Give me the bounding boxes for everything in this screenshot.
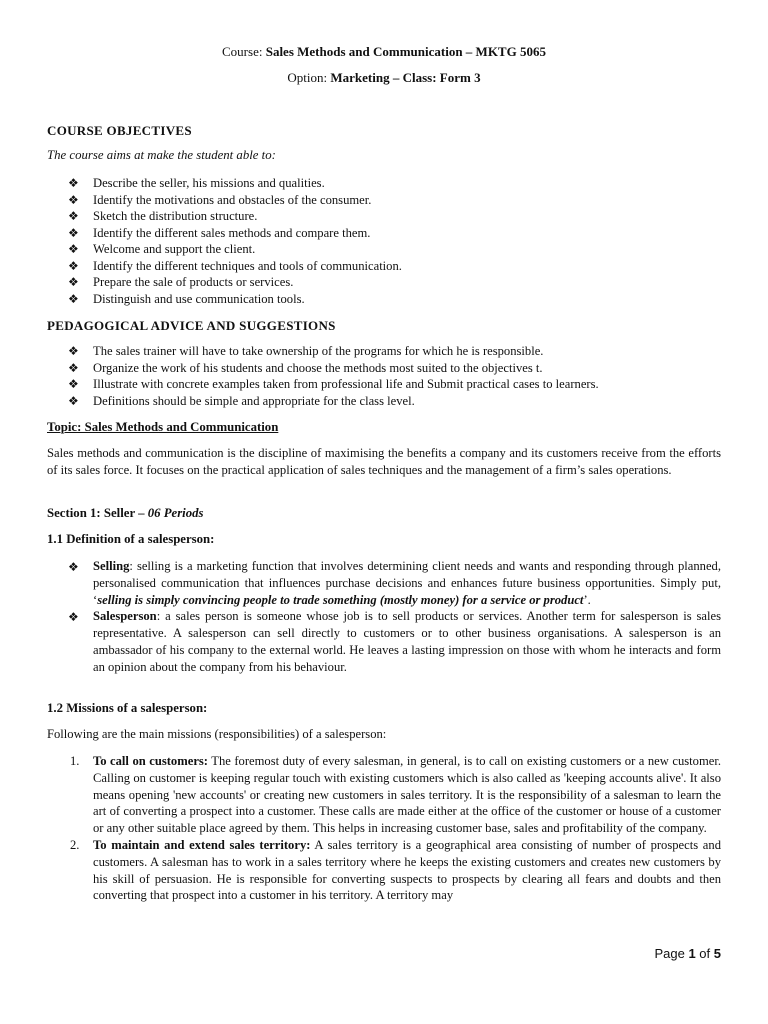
option-title: Marketing – Class: Form 3 [330, 70, 481, 85]
list-item: ❖ Definitions should be simple and appropriate for the class level. [68, 393, 415, 408]
diamond-bullet-icon: ❖ [68, 344, 79, 358]
page-footer: Page 1 of 5 [654, 946, 721, 961]
diamond-bullet-icon: ❖ [68, 393, 79, 408]
diamond-bullet-icon: ❖ [68, 258, 79, 273]
advice-heading: PEDAGOGICAL ADVICE AND SUGGESTIONS [47, 318, 336, 333]
diamond-bullet-icon: ❖ [68, 242, 79, 256]
objectives-intro: The course aims at make the student able to: [47, 148, 276, 162]
list-item: ❖ Identify the different techniques and tools of communication. [68, 258, 402, 273]
objectives-list [68, 175, 402, 307]
diamond-bullet-icon: ❖ [68, 610, 79, 625]
definition-list [68, 558, 721, 676]
missions-list [68, 753, 721, 904]
list-item: ❖ Organize the work of his students and choose the methods most suited to the objectives t. [68, 360, 543, 375]
list-item: ❖ Salesperson: a sales person is someone whose job is to sell products or services. Another term for salesperson is sales representative. A salesperson can sell directly to customers or to other business organisations. A salesperson is an ambassador of his company to the external world. He leaves a lasting impression on those with whom he interacts and form an opinion about the company from his behaviour. [68, 609, 721, 674]
diamond-bullet-icon: ❖ [68, 291, 79, 306]
option-line: Option: Marketing – Class: Form 3 [287, 70, 481, 85]
objectives-heading: COURSE OBJECTIVES [47, 123, 192, 138]
diamond-bullet-icon: ❖ [68, 176, 79, 190]
list-item: 1. To call on customers: The foremost duty of every salesman, in general, is to call on existing customers or a new customer. Calling on customer is keeping regular touch with existing customers which is also called as 'keeping accounts alive'. It also means opening 'new accounts' or creating new customers in sales territory. It is the responsibility of a salesman to learn the art of converting a prospect into a customer. These calls are made either at the office of the customer or house of a customer or any other suitable place agreed by them. This helps in increasing customer base, sales and profitability of the company. [70, 754, 721, 836]
advice-list [68, 343, 599, 409]
definition-subheading: 1.1 Definition of a salesperson: [47, 532, 215, 546]
missions-intro: Following are the main missions (responsibilities) of a salesperson: [47, 727, 387, 741]
diamond-bullet-icon: ❖ [68, 225, 79, 240]
course-title: Sales Methods and Communication – MKTG 5065 [265, 44, 546, 59]
course-line: Course: Sales Methods and Communication – MKTG 5065 [222, 44, 546, 59]
diamond-bullet-icon: ❖ [68, 377, 79, 391]
diamond-bullet-icon: ❖ [68, 560, 79, 574]
list-item: ❖ Sketch the distribution structure. [68, 209, 258, 223]
list-item: ❖ Prepare the sale of products or services. [68, 275, 294, 289]
list-item: 2. To maintain and extend sales territory: A sales territory is a geographical area consisting of number of prospects and customers. A salesman has to work in a sales territory where he keeps the existing customers and creates new customers by his skill of persuasion. He is responsible for converting suspects to prospects by clearing all fears and doubts and then converting that prospect into a customer in his territory. A territory may [70, 837, 721, 903]
list-item: ❖ The sales trainer will have to take ownership of the programs for which he is responsible. [68, 344, 544, 358]
missions-subheading: 1.2 Missions of a salesperson: [47, 701, 208, 715]
list-item: ❖ Identify the motivations and obstacles of the consumer. [68, 192, 372, 207]
section1-heading: Section 1: Seller – 06 Periods [47, 506, 204, 520]
diamond-bullet-icon: ❖ [68, 192, 79, 207]
diamond-bullet-icon: ❖ [68, 209, 79, 223]
topic-paragraph: Sales methods and communication is the discipline of maximising the benefits a company and its customers receive from the efforts of its sales force. It focuses on the practical application of sales techniques and the management of a firm’s sales operations. [47, 446, 721, 477]
list-item: ❖ Identify the different sales methods and compare them. [68, 225, 371, 240]
list-item: ❖ Welcome and support the client. [68, 242, 256, 256]
diamond-bullet-icon: ❖ [68, 275, 79, 289]
diamond-bullet-icon: ❖ [68, 360, 79, 375]
list-item: ❖ Illustrate with concrete examples taken from professional life and Submit practical cases to learners. [68, 377, 599, 391]
topic-heading: Topic: Sales Methods and Communication [47, 420, 279, 434]
list-item: ❖ Selling: selling is a marketing function that involves determining client needs and wants and responding through planned, personalised communication that influences purchase decisions and enhances future business opportunities. Simply put, ‘selling is simply convincing people to trade something (mostly money) for a service or product’. [68, 559, 721, 607]
list-item: ❖ Distinguish and use communication tools. [68, 291, 305, 306]
list-item: ❖ Describe the seller, his missions and qualities. [68, 176, 325, 190]
